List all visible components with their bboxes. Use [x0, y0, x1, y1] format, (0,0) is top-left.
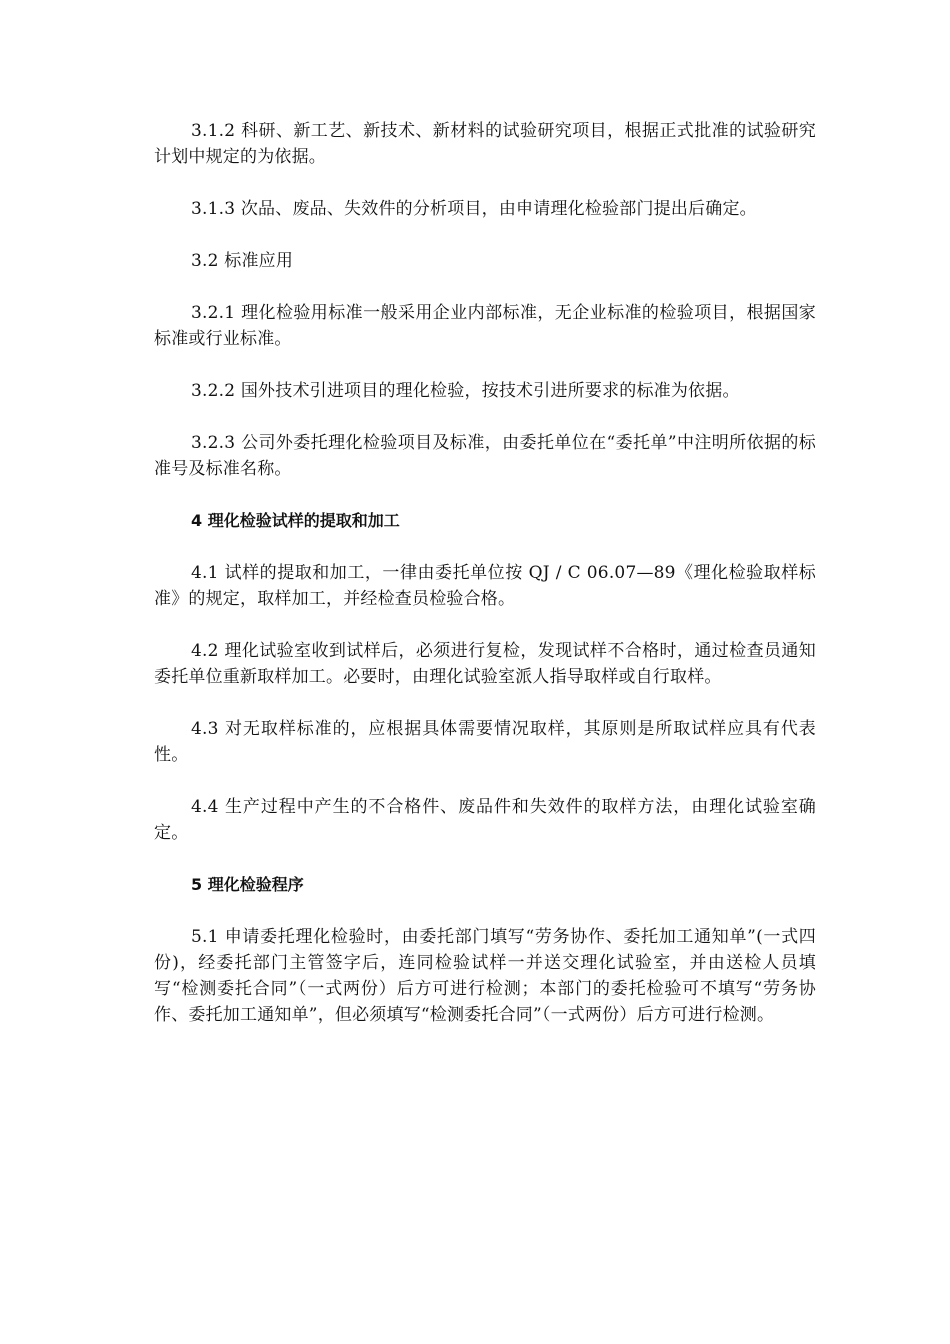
- clause-4-3: 4.3 对无取样标准的，应根据具体需要情况取样，其原则是所取试样应具有代表性。: [154, 719, 816, 765]
- clause-3-2-3: 3.2.3 公司外委托理化检验项目及标准，由委托单位在“委托单”中注明所依据的标准号及标准名称。: [154, 433, 816, 479]
- clause-3-2-2: 3.2.2 国外技术引进项目的理化检验，按技术引进所要求的标准为依据。: [191, 381, 740, 401]
- clause-5-1: 5.1 申请委托理化检验时，由委托部门填写“劳务协作、委托加工通知单”(一式四份)，经委托部门主管签字后，连同检验试样一并送交理化试验室，并由送检人员填写“检测委托合同”（一式两份）后方可进行检测；本部门的委托检验可不填写“劳务协作、委托加工通知单”，但必须填写“检测委托合同”（一式两份）后方可进行检测。: [154, 927, 816, 1025]
- clause-4-4: 4.4 生产过程中产生的不合格件、废品件和失效件的取样方法，由理化试验室确定。: [154, 797, 816, 843]
- clause-4-1: 4.1 试样的提取和加工，一律由委托单位按 QJ / C 06.07—89《理化检验取样标准》的规定，取样加工，并经检查员检验合格。: [154, 563, 816, 609]
- clause-3-2-title: 3.2 标准应用: [191, 251, 294, 271]
- clause-3-2-1: 3.2.1 理化检验用标准一般采用企业内部标准，无企业标准的检验项目，根据国家标准或行业标准。: [154, 303, 816, 349]
- section-4-heading: 4 理化检验试样的提取和加工: [191, 511, 400, 530]
- clause-3-1-3: 3.1.3 次品、废品、失效件的分析项目，由申请理化检验部门提出后确定。: [191, 199, 757, 219]
- clause-4-2: 4.2 理化试验室收到试样后，必须进行复检，发现试样不合格时，通过检查员通知委托单位重新取样加工。必要时，由理化试验室派人指导取样或自行取样。: [154, 641, 816, 687]
- document-body: [154, 118, 816, 1054]
- section-5-heading: 5 理化检验程序: [191, 875, 304, 894]
- clause-3-1-2: 3.1.2 科研、新工艺、新技术、新材料的试验研究项目，根据正式批准的试验研究计划中规定的为依据。: [154, 121, 816, 167]
